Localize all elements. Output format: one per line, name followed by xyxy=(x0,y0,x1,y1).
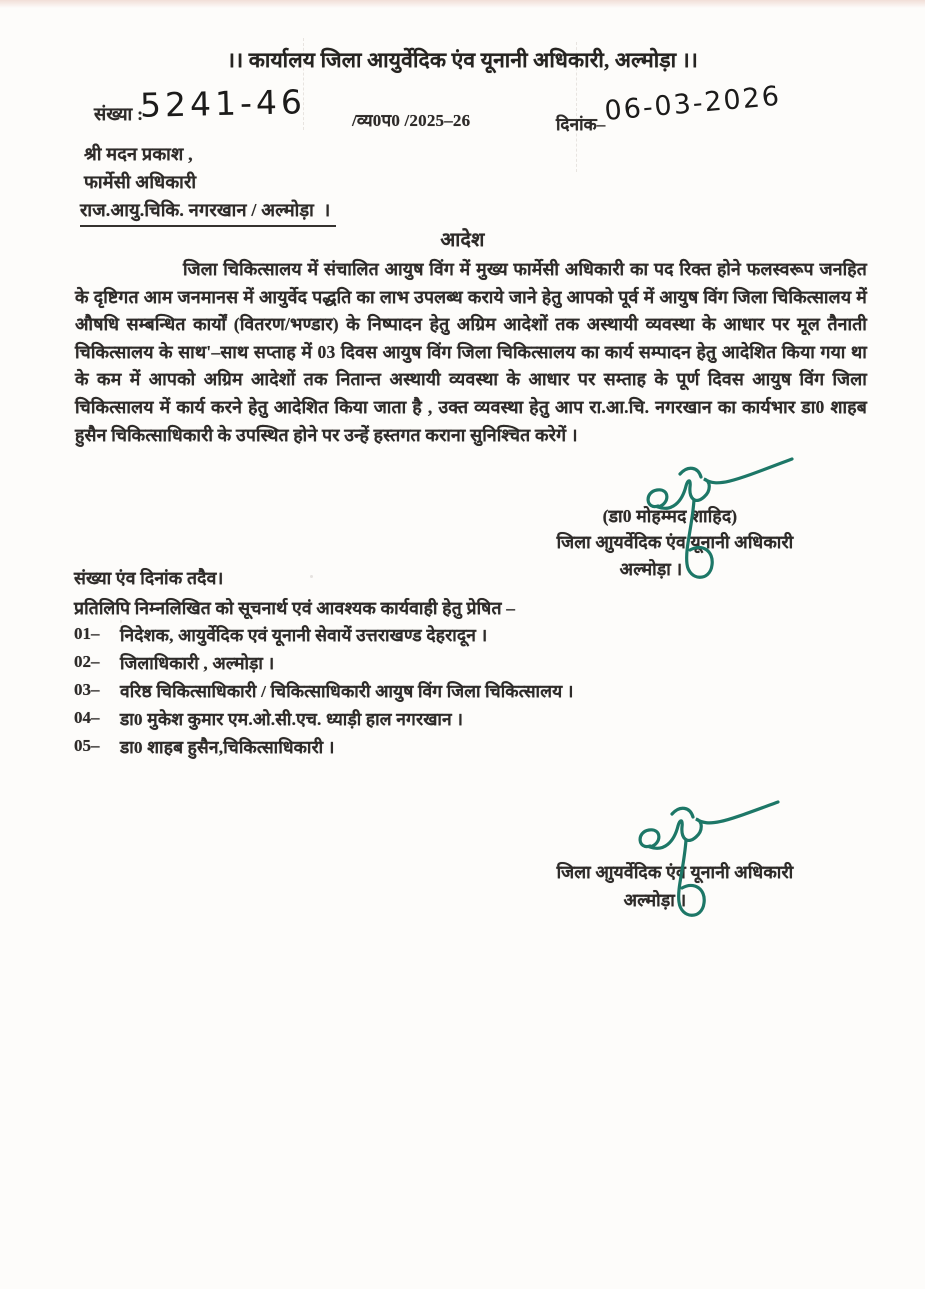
order-body-paragraph: जिला चिकित्सालय में संचालित आयुष विंग में मुख्य फार्मेसी अधिकारी का पद रिक्त होने फलस्वरूप जनहित के दृष्टिगत आम जनमानस में आयुर्वेद पद्धति का लाभ उपलब्ध कराये जाने हेतु आपको पूर्व में आयुष विंग जिला चिकित्सालय में औषधि सम्बन्धित कार्यों (वितरण/भण्डार) के निष्पादन हेतु अग्रिम आदेशों तक अस्थायी व्यवस्था के आधार पर मूल तैनाती चिकित्सालय के साथ'–साथ सप्ताह में 03 दिवस आयुष विंग जिला चिकित्सालय का कार्य सम्पादन हेतु आदेशित किया गया था के कम में आपको अग्रिम आदेशों तक नितान्त अस्थायी व्यवस्था के आधार पर सम्ताह के पूर्ण दिवस आयुष विंग जिला चिकित्सालय में कार्य करने हेतु आदेशित किया जाता है , उक्त व्यवस्था हेतु आप रा.आ.चि. नगरखान का कार्यभार डा0 शाहब हुसैन चिकित्साधिकारी के उपस्थित होने पर उन्हें हस्तगत कराना सुनिश्चित करेगें । xyxy=(75,259,872,445)
addressee-name: श्री मदन प्रकाश , xyxy=(84,144,193,164)
list-item xyxy=(74,736,794,764)
signatory-designation: जिला आुयर्वेदिक एंव यूनानी अधिकारी xyxy=(556,532,794,552)
signatory2-place: अल्मोड़ा । xyxy=(623,890,687,910)
list-item xyxy=(74,624,794,652)
copy-item-number: 05– xyxy=(74,736,100,755)
copy-item-text: जिलाधिकारी , अल्मोड़ा । xyxy=(120,654,275,673)
signatory-place: अल्मोड़ा । xyxy=(619,559,683,579)
copy-item-text: निदेशक, आयुर्वेदिक एवं यूनानी सेवायें उत्तराखण्ड देहरादून । xyxy=(120,626,488,645)
scan-top-edge-artifact xyxy=(0,0,925,8)
office-header-title: ।। कार्यालय जिला आयुर्वेदिक एंव यूनानी अधिकारी, अल्मोड़ा ।। xyxy=(226,48,699,72)
serial-number-handwritten: 5241-46 xyxy=(139,82,307,125)
list-item xyxy=(74,680,794,708)
copy-item-number: 03– xyxy=(74,680,100,699)
copy-item-text: डा0 शाहब हुसैन,चिकित्साधिकारी । xyxy=(120,738,335,757)
date-label: दिनांक– xyxy=(556,115,606,134)
case-session-reference: /व्य0प0 /2025–26 xyxy=(352,111,471,130)
scan-speck xyxy=(310,575,313,578)
serial-number-label: संख्या : xyxy=(94,104,144,124)
signatory2-designation: जिला आुयर्वेदिक एंव यूनानी अधिकारी xyxy=(556,862,794,882)
list-item xyxy=(74,652,794,680)
signature-flourish-icon xyxy=(630,450,810,600)
copy-item-number: 04– xyxy=(74,708,100,727)
copy-intro-line: प्रतिलिपि निम्नलिखित को सूचनार्थ एवं आवश्यक कार्यवाही हेतु प्रेषित – xyxy=(74,598,516,618)
copy-item-number: 01– xyxy=(74,624,100,643)
endorsement-ref-line: संख्या एंव दिनांक तदैव। xyxy=(74,568,224,588)
addressee-address: राज.आयु.चिकि. नगरखान / अल्मोड़ा । xyxy=(80,198,336,227)
copy-item-text: वरिष्ठ चिकित्साधिकारी / चिकित्साधिकारी आयुष विंग जिला चिकित्सालय । xyxy=(120,682,574,701)
copy-item-number: 02– xyxy=(74,652,100,671)
list-item xyxy=(74,708,794,736)
copy-item-text: डा0 मुकेश कुमार एम.ओ.सी.एच. ध्याड़ी हाल नगरखान । xyxy=(120,710,464,729)
order-heading: आदेश xyxy=(440,230,485,251)
copy-distribution-list xyxy=(74,624,794,764)
signatory-name: (डा0 मोहम्मद शाहिद) xyxy=(602,506,738,526)
scan-speck xyxy=(120,620,122,623)
date-handwritten: 06-03-2026 xyxy=(603,80,783,127)
signature-flourish-icon xyxy=(622,790,802,940)
addressee-designation: फार्मेसी अधिकारी xyxy=(84,172,197,192)
